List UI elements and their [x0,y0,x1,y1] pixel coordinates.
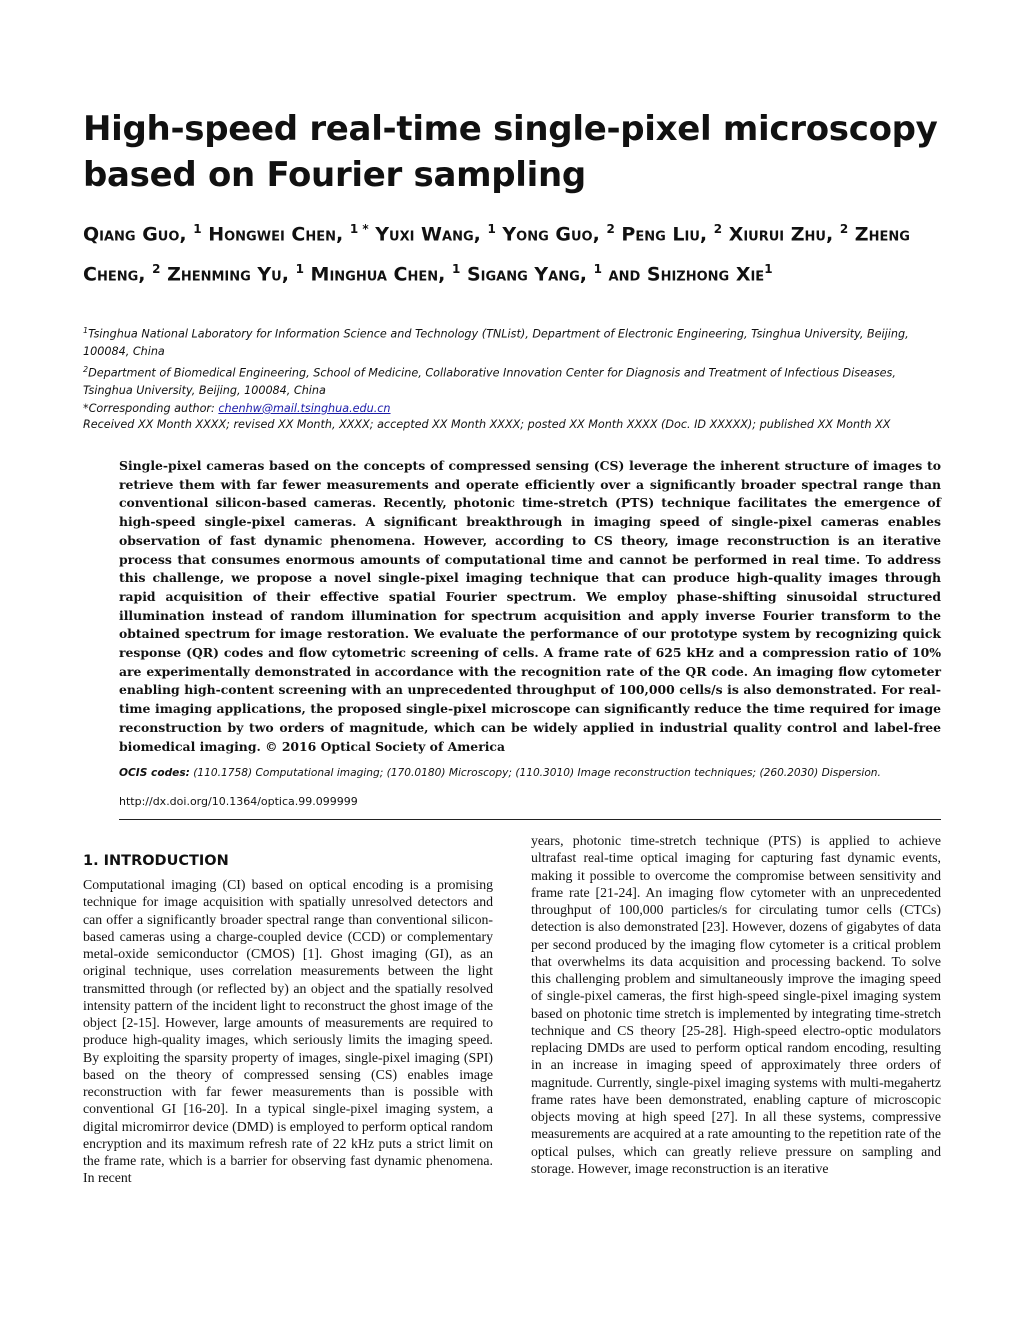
intro-left-column: Computational imaging (CI) based on optical encoding is a promising technique for image acquisition with spatially unresolved detectors and can offer a significantly broader spectral range than conventional silicon-based cameras using a charge-coupled device (CCD) or complementary metal-oxide semiconductor (CMOS) [1]. Ghost imaging (GI), as an original technique, uses correlation measurements between the light transmitted through (or reflected by) an object and the spatially resolved intensity pattern of the incident light to reconstruct the ghost image of the object [2-15]. However, large amounts of measurements are required to produce high-quality images, which seriously limits the imaging speed. By exploiting the sparsity property of images, single-pixel imaging (SPI) based on the theory of compressed sensing (CS) enables image reconstruction with far fewer measurements than is possible with conventional GI [16-20]. In a typical single-pixel imaging system, a digital micromirror device (DMD) is employed to perform optical random encryption and its maximum refresh rate of 22 kHz puts a strict limit on the frame rate, which is a barrier for observing fast dynamic phenomena. In recent [83,877,493,1186]
ocis-codes: OCIS codes: (110.1758) Computational imaging; (170.0180) Microscopy; (110.3010) Image reconstruction techniques; (260.2030) Dispersion. [119,767,881,779]
received-line: Received XX Month XXXX; revised XX Month, XXXX; accepted XX Month XXXX; posted XX Month XXXX (Doc. ID XXXXX); published XX Month XX [83,418,891,431]
intro-right-column: years, photonic time-stretch technique (PTS) is applied to achieve ultrafast real-time optical imaging for capturing fast dynamic events, making it possible to overcome the compromise between sensitivity and frame rate [21-24]. An imaging flow cytometer with an unprecedented throughput of 100,000 particles/s for circulating tumor cells (CTCs) detection is also demonstrated [23]. However, dozens of gigabytes of data per second produced by the imaging flow cytometer is a critical problem that overwhelms its data acquisition and processing backend. To solve this challenging problem and simultaneously improve the imaging speed of single-pixel cameras, the first high-speed single-pixel imaging system based on photonic time stretch is implemented by integrating time-stretch technique and CS theory [25-28]. High-speed electro-optic modulators replacing DMDs are used to perform optical random encoding, resulting in an increase in imaging speed of approximately three orders of magnitude. Currently, single-pixel imaging systems with multi-megahertz frame rates have been demonstrated, enabling capture of microscopic objects moving at high speed [27]. In all these systems, compressive measurements are acquired at a rate amounting to the repetition rate of the optical pulses, which can greatly relieve pressure on sampling and storage. However, image reconstruction is an iterative [531,833,941,1176]
corresponding-author: *Corresponding author: chenhw@mail.tsinghua.edu.cn [83,401,391,415]
affiliation-1: $^1$Tsinghua National Laboratory for Information Science and Technology (TNList), Department of Electronic Engineering, Tsinghua University, Beijing, 100084, China [83,326,909,359]
author-list: Qiang Guo, $^1$ Hongwei Chen, $^{1 *}$ Yuxi Wang, $^1$ Yong Guo, $^2$ Peng Liu, $^2$ Xiurui Zhu, $^2$ Zheng Cheng, $^2$ Zhenming Yu, $^1$ Minghua Chen, $^1$ Sigang Yang, $^1$ and Shizhong Xie$^1$ [83,222,910,286]
section-divider [119,819,941,820]
affiliation-2: $^2$Department of Biomedical Engineering, School of Medicine, Collaborative Innovation Center for Diagnosis and Treatment of Infectious Diseases, Tsinghua University, Beijing, 100084, China [83,364,896,398]
paper-title: High-speed real-time single-pixel microscopy based on Fourier sampling [83,109,938,195]
abstract: Single-pixel cameras based on the concepts of compressed sensing (CS) leverage the inherent structure of images to retrieve them with far fewer measurements and operate efficiently over a significantly broader spectral range than conventional silicon-based cameras. Recently, photonic time-stretch (PTS) technique facilitates the emergence of high-speed single-pixel cameras. A significant breakthrough in imaging speed of single-pixel cameras enables observation of fast dynamic phenomena. However, according to CS theory, image reconstruction is an iterative process that consumes enormous amounts of computational time and cannot be performed in real time. To address this challenge, we propose a novel single-pixel imaging technique that can produce high-quality images through rapid acquisition of their effective spatial Fourier spectrum. We employ phase-shifting sinusoidal structured illumination instead of random illumination for spectrum acquisition and apply inverse Fourier transform to the obtained spectrum for image restoration. We evaluate the performance of our prototype system by recognizing quick response (QR) codes and flow cytometric screening of cells. A frame rate of 625 kHz and a compression ratio of 10% are experimentally demonstrated in accordance with the recognition rate of the QR code. An imaging flow cytometer enabling high-content screening with an unprecedented throughput of 100,000 cells/s is also demonstrated. For real-time imaging applications, the proposed single-pixel microscope can significantly reduce the time required for image reconstruction by two orders of magnitude, which can be widely applied in industrial quality control and label-free biomedical imaging. © 2016 Optical Society of America [119,458,941,754]
affiliations [83,322,923,417]
email-link[interactable]: chenhw@mail.tsinghua.edu.cn [218,401,391,415]
section-heading: 1. INTRODUCTION [83,853,229,869]
doi-link[interactable]: http://dx.doi.org/10.1364/optica.99.099999 [119,795,358,808]
